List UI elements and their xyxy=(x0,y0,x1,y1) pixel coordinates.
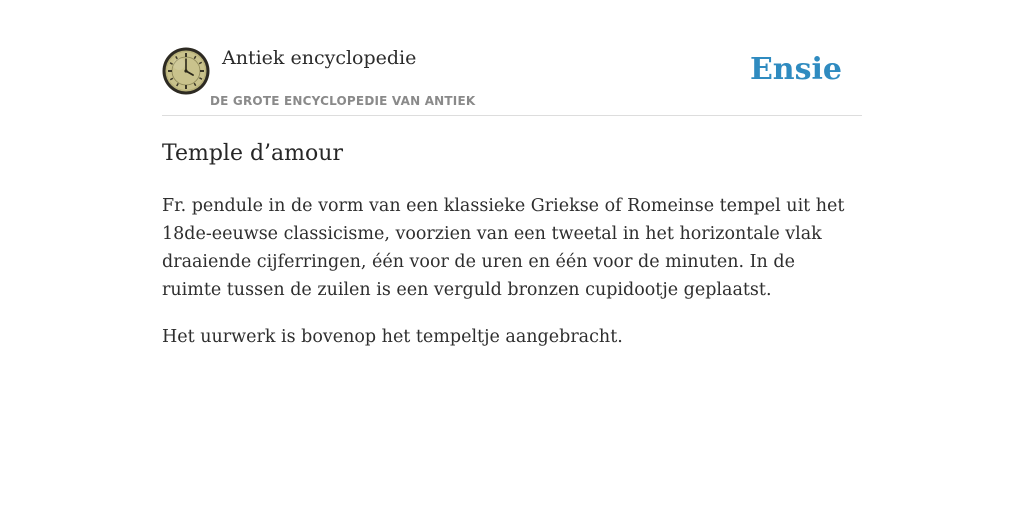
article-paragraph: Het uurwerk is bovenop het tempeltje aangebracht. xyxy=(162,327,623,347)
header-divider xyxy=(162,115,862,116)
page-title: Temple d’amour xyxy=(162,141,343,166)
article-paragraph: Fr. pendule in de vorm van een klassieke Griekse of Romeinse tempel uit het 18de-eeuwse classicisme, voorzien van een tweetal in het horizontale vlak draaiende cijferringen, één voor de uren en één voor de minuten. In de ruimte tussen de zuilen is een verguld bronzen cupidootje geplaatst. xyxy=(162,196,845,300)
article xyxy=(162,139,852,351)
brand-logo[interactable]: Ensie xyxy=(749,52,842,87)
antique-clock-icon[interactable] xyxy=(162,47,210,95)
site-header xyxy=(162,46,862,116)
site-tagline: DE GROTE ENCYCLOPEDIE VAN ANTIEK xyxy=(210,94,476,108)
site-name[interactable]: Antiek encyclopedie xyxy=(222,47,417,69)
